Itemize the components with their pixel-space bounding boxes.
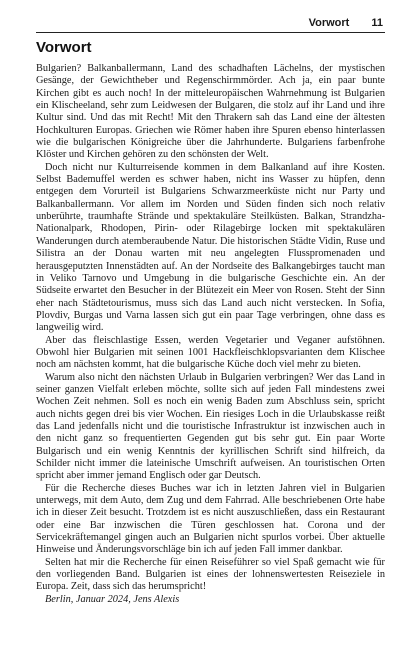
paragraph: Für die Recherche dieses Buches war ich in letzten Jahren viel in Bulgarien unterwegs, mit dem Auto, dem Zug und dem Fahrrad. Alle beschriebenen Orte habe ich in dieser Zeit besucht. Trotzdem ist es nicht auszuschließen, dass ein Restaurant oder eine Bar inzwischen die Türen geschlossen hat. Corona und der Servicekräftemangel gingen auch an Bulgarien nicht spurlos vorbei. Über aktuelle Hinweise und Änderungsvorschläge bin ich auf jeden Fall immer dankbar. [36, 482, 385, 556]
body-text [36, 63, 385, 606]
paragraph: Aber das fleischlastige Essen, werden Vegetarier und Veganer aufstöhnen. Obwohl hier Bulgarien mit seinen 1001 Hackfleischklopsvarianten dem Klischee noch am nächsten kommt, hat die bulgarische Küche doch viel mehr zu bieten. [36, 334, 385, 371]
running-header [36, 14, 385, 32]
paragraph: Bulgarien? Balkanballermann, Land des schadhaften Lächelns, der mystischen Gesänge, der Gewichtheber und Regenschirmmörder. Ach ja, ein paar bunte Kirchen gibt es auch noch! In der mitteleuropäischen Wahrnehmung ist Bulgarien ein Klischeeland, sehr zum Leidwesen der Bulgaren, die stolz auf ihr Land und ihre Kultur sind. Und das mit Recht! Mit den Thrakern sah das Land eine der ältesten Hochkulturen Europas. Griechen wie Römer haben ihre Spuren ebenso hinterlassen wie die bulgarischen Königreiche über die Jahrhunderte. Bulgariens farbenfrohe Klöster und Kirchen gehören zu den schönsten der Welt. [36, 63, 385, 161]
paragraph: Doch nicht nur Kulturreisende kommen in dem Balkanland auf ihre Kosten. Selbst Bademuffel werden es schwer haben, nicht ins Wasser zu hüpfen, denn entgegen dem Vorurteil ist Bulgariens Schwarzmeerküste nicht nur Party und Balkanballermann. Vor allem im Norden und Süden finden sich noch relativ unberührte, traumhafte Strände und spektakuläre Steilküsten. Balkan, Strandzha-Nationalpark, Rhodopen, Pirin- oder Rilagebirge locken mit spektakulären Wanderungen durch atemberaubende Natur. Die historischen Städte Vidin, Ruse und Silistra an der Donau warten mit neu angelegten Flusspromenaden und herausgeputzten Innenstädten auf. An der Nordseite des Balkangebirges taucht man in Veliko Tarnovo und Umgebung in die bulgarische Geschichte ein. An der Südseite erwartet den Besucher in der Blütezeit ein Meer von Rosen. Steht der Sinn eher nach Städtetourismus, muss sich das Land auch nicht verstecken. In Sofia, Plovdiv, Burgas und Varna lassen sich gut ein paar Tage verbringen, ohne dass es langweilig wird. [36, 161, 385, 334]
page-title: Vorwort [36, 39, 92, 56]
header-rule [36, 32, 385, 33]
paragraph: Selten hat mir die Recherche für einen Reiseführer so viel Spaß gemacht wie für den vorliegenden Band. Bulgarien ist eines der lohnenswertesten Reiseziele in Europa. Zeit, dass sich das herumspricht! [36, 556, 385, 593]
paragraph: Warum also nicht den nächsten Urlaub in Bulgarien verbringen? Wer das Land in seiner ganzen Vielfalt erleben möchte, sollte sich auf jeden Fall mindestens zwei Wochen Zeit nehmen. Soll es noch ein wenig Baden zum Abschluss sein, spricht auch nichts gegen drei bis vier Wochen. Ein riesiges Loch in die Urlaubskasse reißt das Land jedenfalls nicht und die touristische Infrastruktur ist inzwischen auch in den nicht ganz so frequentierten Gegenden gut bis sehr gut. Ein paar Worte Bulgarisch und ein wenig Kenntnis der kyrillischen Schrift sind hilfreich, da Schilder nicht immer die lateinische Umschrift aufweisen. An touristischen Orten spricht aber immer jemand Englisch oder gar Deutsch. [36, 371, 385, 482]
signature: Berlin, Januar 2024, Jens Alexis [45, 593, 180, 605]
page-number: 11 [371, 17, 383, 29]
running-header-section: Vorwort [308, 17, 350, 29]
